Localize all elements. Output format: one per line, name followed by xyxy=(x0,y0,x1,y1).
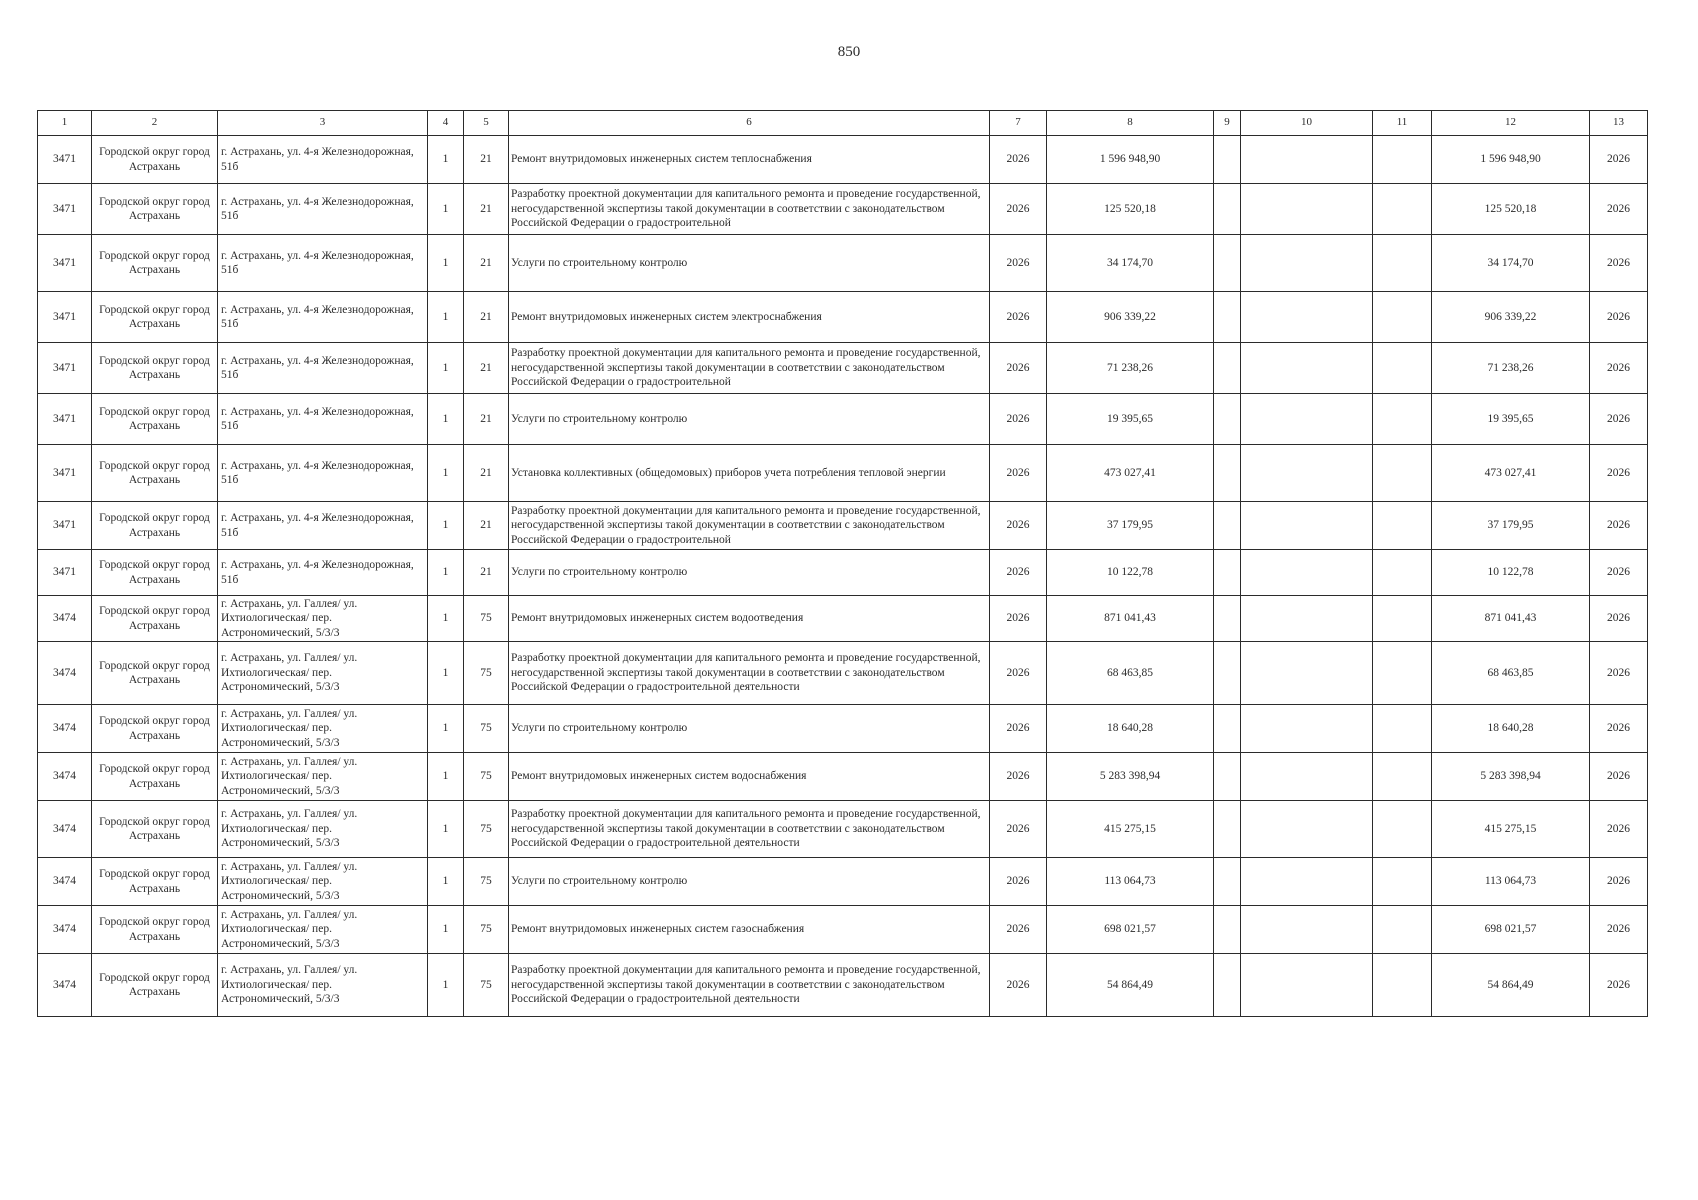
cell-col-4: 1 xyxy=(428,550,464,596)
cell-completion-year: 2026 xyxy=(1590,596,1648,642)
cell-object-id: 3471 xyxy=(38,343,92,394)
cell-col-9 xyxy=(1214,292,1241,343)
cell-work-type xyxy=(509,596,990,642)
cell-cost: 5 283 398,94 xyxy=(1047,753,1214,801)
cell-fund-amount: 906 339,22 xyxy=(1432,292,1590,343)
table-row xyxy=(38,235,1648,292)
cell-address-text: г. Астрахань, ул. Галлея/ ул. Ихтиологическая/ пер. Астрономический, 5/3/3 xyxy=(221,597,358,639)
cell-municipality: Городской округ город Астрахань xyxy=(92,292,218,343)
cell-work-type xyxy=(509,343,990,394)
cell-completion-year: 2026 xyxy=(1590,394,1648,445)
table-row xyxy=(38,502,1648,550)
cell-fund-amount: 68 463,85 xyxy=(1432,642,1590,705)
cell-col-10 xyxy=(1241,292,1373,343)
cell-cost: 113 064,73 xyxy=(1047,858,1214,906)
cell-year: 2026 xyxy=(990,292,1047,343)
cell-col-11 xyxy=(1373,445,1432,502)
cell-address-text: г. Астрахань, ул. 4-я Железнодорожная, 51б xyxy=(221,512,414,539)
cell-col-10 xyxy=(1241,801,1373,858)
cell-address xyxy=(218,906,428,954)
cell-completion-year: 2026 xyxy=(1590,801,1648,858)
cell-address xyxy=(218,753,428,801)
cell-completion-year: 2026 xyxy=(1590,235,1648,292)
cell-col-10 xyxy=(1241,235,1373,292)
cell-col-9 xyxy=(1214,705,1241,753)
cell-address-text: г. Астрахань, ул. 4-я Железнодорожная, 51б xyxy=(221,146,414,173)
cell-fund-amount: 871 041,43 xyxy=(1432,596,1590,642)
table-row xyxy=(38,906,1648,954)
cell-work-type xyxy=(509,858,990,906)
cell-col-9 xyxy=(1214,858,1241,906)
cell-col-4: 1 xyxy=(428,502,464,550)
cell-fund-amount: 113 064,73 xyxy=(1432,858,1590,906)
cell-col-10 xyxy=(1241,858,1373,906)
cell-address xyxy=(218,596,428,642)
cell-address xyxy=(218,954,428,1017)
cell-municipality: Городской округ город Астрахань xyxy=(92,445,218,502)
table-row xyxy=(38,136,1648,184)
cell-address xyxy=(218,858,428,906)
cell-work-type-text: Разработку проектной документации для капитального ремонта и проведение государственной, негосударственной экспертизы такой документации в соответствии с законодательством Российской Федерации о градостроительной деятельности xyxy=(511,808,981,850)
column-header: 10 xyxy=(1241,111,1373,136)
cell-cost: 125 520,18 xyxy=(1047,184,1214,235)
cell-completion-year: 2026 xyxy=(1590,136,1648,184)
cell-address-text: г. Астрахань, ул. 4-я Железнодорожная, 51б xyxy=(221,354,414,381)
cell-municipality: Городской округ город Астрахань xyxy=(92,550,218,596)
cell-fund-amount: 1 596 948,90 xyxy=(1432,136,1590,184)
cell-object-id: 3474 xyxy=(38,596,92,642)
cell-col-9 xyxy=(1214,954,1241,1017)
cell-col-4: 1 xyxy=(428,801,464,858)
cell-year: 2026 xyxy=(990,753,1047,801)
cell-object-id: 3471 xyxy=(38,235,92,292)
cell-address xyxy=(218,642,428,705)
cell-col-11 xyxy=(1373,954,1432,1017)
cell-year: 2026 xyxy=(990,343,1047,394)
cell-cost: 1 596 948,90 xyxy=(1047,136,1214,184)
table-row xyxy=(38,801,1648,858)
cell-col-11 xyxy=(1373,502,1432,550)
cell-col-10 xyxy=(1241,705,1373,753)
cell-object-id: 3474 xyxy=(38,858,92,906)
cell-municipality: Городской округ город Астрахань xyxy=(92,954,218,1017)
cell-cost: 18 640,28 xyxy=(1047,705,1214,753)
cell-completion-year: 2026 xyxy=(1590,292,1648,343)
table-row xyxy=(38,292,1648,343)
cell-col-4: 1 xyxy=(428,343,464,394)
cell-col-4: 1 xyxy=(428,906,464,954)
cell-col-4: 1 xyxy=(428,753,464,801)
cell-address-text: г. Астрахань, ул. Галлея/ ул. Ихтиологическая/ пер. Астрономический, 5/3/3 xyxy=(221,908,358,950)
cell-completion-year: 2026 xyxy=(1590,502,1648,550)
cell-object-id: 3474 xyxy=(38,705,92,753)
column-header: 5 xyxy=(464,111,509,136)
cell-work-type xyxy=(509,705,990,753)
cell-object-id: 3474 xyxy=(38,642,92,705)
cell-municipality: Городской округ город Астрахань xyxy=(92,235,218,292)
cell-col-5: 75 xyxy=(464,642,509,705)
cell-completion-year: 2026 xyxy=(1590,954,1648,1017)
column-header: 11 xyxy=(1373,111,1432,136)
cell-col-9 xyxy=(1214,394,1241,445)
cell-fund-amount: 698 021,57 xyxy=(1432,906,1590,954)
cell-object-id: 3471 xyxy=(38,292,92,343)
cell-work-type-text: Разработку проектной документации для капитального ремонта и проведение государственной, негосударственной экспертизы такой документации в соответствии с законодательством Российской Федерации о градостроительной деятельности xyxy=(511,964,981,1006)
cell-col-10 xyxy=(1241,642,1373,705)
cell-col-10 xyxy=(1241,445,1373,502)
cell-col-10 xyxy=(1241,753,1373,801)
cell-col-11 xyxy=(1373,906,1432,954)
cell-col-5: 21 xyxy=(464,136,509,184)
cell-col-11 xyxy=(1373,550,1432,596)
cell-year: 2026 xyxy=(990,954,1047,1017)
cell-work-type-text: Разработку проектной документации для капитального ремонта и проведение государственной, негосударственной экспертизы такой документации в соответствии с законодательством Российской Федерации о градостроительной xyxy=(511,347,981,389)
cell-col-4: 1 xyxy=(428,292,464,343)
cell-work-type xyxy=(509,445,990,502)
cell-work-type xyxy=(509,235,990,292)
cell-fund-amount: 473 027,41 xyxy=(1432,445,1590,502)
column-header: 6 xyxy=(509,111,990,136)
cell-work-type-text: Услуги по строительному контролю xyxy=(511,566,688,579)
cell-address xyxy=(218,801,428,858)
cell-address xyxy=(218,394,428,445)
cell-cost: 871 041,43 xyxy=(1047,596,1214,642)
cell-year: 2026 xyxy=(990,642,1047,705)
cell-col-11 xyxy=(1373,858,1432,906)
cell-col-4: 1 xyxy=(428,596,464,642)
cell-municipality: Городской округ город Астрахань xyxy=(92,394,218,445)
cell-col-9 xyxy=(1214,502,1241,550)
cell-work-type xyxy=(509,801,990,858)
cell-address xyxy=(218,705,428,753)
cell-object-id: 3471 xyxy=(38,550,92,596)
cell-object-id: 3474 xyxy=(38,906,92,954)
cell-address-text: г. Астрахань, ул. Галлея/ ул. Ихтиологическая/ пер. Астрономический, 5/3/3 xyxy=(221,755,358,797)
cell-address-text: г. Астрахань, ул. Галлея/ ул. Ихтиологическая/ пер. Астрономический, 5/3/3 xyxy=(221,652,358,694)
cell-municipality: Городской округ город Астрахань xyxy=(92,596,218,642)
cell-col-9 xyxy=(1214,906,1241,954)
column-header: 3 xyxy=(218,111,428,136)
column-header: 12 xyxy=(1432,111,1590,136)
cell-address xyxy=(218,502,428,550)
cell-col-5: 21 xyxy=(464,184,509,235)
cell-address xyxy=(218,235,428,292)
cell-work-type-text: Разработку проектной документации для капитального ремонта и проведение государственной, негосударственной экспертизы такой документации в соответствии с законодательством Российской Федерации о градостроительной xyxy=(511,188,981,230)
cell-object-id: 3471 xyxy=(38,502,92,550)
cell-work-type xyxy=(509,906,990,954)
cell-object-id: 3471 xyxy=(38,136,92,184)
cell-cost: 473 027,41 xyxy=(1047,445,1214,502)
cell-col-11 xyxy=(1373,596,1432,642)
cell-col-10 xyxy=(1241,394,1373,445)
table-row xyxy=(38,445,1648,502)
cell-work-type xyxy=(509,184,990,235)
cell-work-type xyxy=(509,642,990,705)
cell-completion-year: 2026 xyxy=(1590,753,1648,801)
cell-address xyxy=(218,343,428,394)
table-row xyxy=(38,184,1648,235)
cell-col-9 xyxy=(1214,550,1241,596)
cell-address-text: г. Астрахань, ул. 4-я Железнодорожная, 51б xyxy=(221,303,414,330)
cell-year: 2026 xyxy=(990,705,1047,753)
cell-address-text: г. Астрахань, ул. 4-я Железнодорожная, 51б xyxy=(221,195,414,222)
cell-col-9 xyxy=(1214,235,1241,292)
cell-col-10 xyxy=(1241,343,1373,394)
cell-fund-amount: 37 179,95 xyxy=(1432,502,1590,550)
column-header: 13 xyxy=(1590,111,1648,136)
table-row xyxy=(38,596,1648,642)
table-row xyxy=(38,705,1648,753)
cell-col-4: 1 xyxy=(428,954,464,1017)
cell-address-text: г. Астрахань, ул. 4-я Железнодорожная, 51б xyxy=(221,459,414,486)
cell-municipality: Городской округ город Астрахань xyxy=(92,642,218,705)
cell-fund-amount: 34 174,70 xyxy=(1432,235,1590,292)
cell-col-11 xyxy=(1373,136,1432,184)
cell-address-text: г. Астрахань, ул. Галлея/ ул. Ихтиологическая/ пер. Астрономический, 5/3/3 xyxy=(221,707,358,749)
cell-cost: 10 122,78 xyxy=(1047,550,1214,596)
cell-object-id: 3474 xyxy=(38,801,92,858)
cell-municipality: Городской округ город Астрахань xyxy=(92,705,218,753)
cell-col-9 xyxy=(1214,445,1241,502)
cell-col-4: 1 xyxy=(428,705,464,753)
table-row xyxy=(38,753,1648,801)
table-row xyxy=(38,858,1648,906)
cell-col-5: 21 xyxy=(464,235,509,292)
column-header: 4 xyxy=(428,111,464,136)
cell-year: 2026 xyxy=(990,235,1047,292)
cell-col-9 xyxy=(1214,753,1241,801)
cell-address xyxy=(218,136,428,184)
cell-cost: 34 174,70 xyxy=(1047,235,1214,292)
cell-work-type xyxy=(509,954,990,1017)
cell-col-4: 1 xyxy=(428,394,464,445)
cell-col-10 xyxy=(1241,906,1373,954)
cell-fund-amount: 10 122,78 xyxy=(1432,550,1590,596)
cell-col-9 xyxy=(1214,184,1241,235)
cell-cost: 54 864,49 xyxy=(1047,954,1214,1017)
cell-col-4: 1 xyxy=(428,235,464,292)
cell-municipality: Городской округ город Астрахань xyxy=(92,906,218,954)
register-table xyxy=(37,110,1648,1017)
cell-work-type xyxy=(509,753,990,801)
cell-col-10 xyxy=(1241,136,1373,184)
cell-work-type-text: Ремонт внутридомовых инженерных систем водоотведения xyxy=(511,612,804,625)
cell-col-11 xyxy=(1373,801,1432,858)
cell-fund-amount: 5 283 398,94 xyxy=(1432,753,1590,801)
cell-year: 2026 xyxy=(990,801,1047,858)
cell-work-type xyxy=(509,136,990,184)
cell-work-type-text: Услуги по строительному контролю xyxy=(511,412,688,425)
cell-work-type-text: Услуги по строительному контролю xyxy=(511,256,688,269)
cell-cost: 415 275,15 xyxy=(1047,801,1214,858)
cell-col-5: 75 xyxy=(464,906,509,954)
cell-col-9 xyxy=(1214,343,1241,394)
table-row xyxy=(38,550,1648,596)
cell-year: 2026 xyxy=(990,906,1047,954)
cell-col-5: 21 xyxy=(464,445,509,502)
cell-year: 2026 xyxy=(990,596,1047,642)
cell-col-5: 21 xyxy=(464,502,509,550)
cell-work-type-text: Установка коллективных (общедомовых) приборов учета потребления тепловой энергии xyxy=(511,466,946,479)
cell-address-text: г. Астрахань, ул. Галлея/ ул. Ихтиологическая/ пер. Астрономический, 5/3/3 xyxy=(221,808,358,850)
cell-fund-amount: 125 520,18 xyxy=(1432,184,1590,235)
cell-col-11 xyxy=(1373,753,1432,801)
cell-completion-year: 2026 xyxy=(1590,184,1648,235)
cell-completion-year: 2026 xyxy=(1590,705,1648,753)
cell-work-type-text: Разработку проектной документации для капитального ремонта и проведение государственной, негосударственной экспертизы такой документации в соответствии с законодательством Российской Федерации о градостроительной xyxy=(511,504,981,546)
cell-municipality: Городской округ город Астрахань xyxy=(92,184,218,235)
column-header: 8 xyxy=(1047,111,1214,136)
cell-fund-amount: 18 640,28 xyxy=(1432,705,1590,753)
cell-address-text: г. Астрахань, ул. 4-я Железнодорожная, 51б xyxy=(221,249,414,276)
cell-completion-year: 2026 xyxy=(1590,550,1648,596)
cell-work-type-text: Услуги по строительному контролю xyxy=(511,722,688,735)
cell-object-id: 3471 xyxy=(38,394,92,445)
table-row xyxy=(38,954,1648,1017)
cell-col-11 xyxy=(1373,235,1432,292)
column-header: 9 xyxy=(1214,111,1241,136)
cell-completion-year: 2026 xyxy=(1590,858,1648,906)
cell-year: 2026 xyxy=(990,394,1047,445)
cell-col-4: 1 xyxy=(428,858,464,906)
cell-address xyxy=(218,550,428,596)
cell-object-id: 3471 xyxy=(38,445,92,502)
cell-municipality: Городской округ город Астрахань xyxy=(92,753,218,801)
cell-address-text: г. Астрахань, ул. Галлея/ ул. Ихтиологическая/ пер. Астрономический, 5/3/3 xyxy=(221,860,358,902)
column-header: 1 xyxy=(38,111,92,136)
cell-col-9 xyxy=(1214,596,1241,642)
table-row xyxy=(38,394,1648,445)
cell-col-11 xyxy=(1373,394,1432,445)
cell-fund-amount: 71 238,26 xyxy=(1432,343,1590,394)
cell-work-type-text: Ремонт внутридомовых инженерных систем газоснабжения xyxy=(511,923,805,936)
cell-cost: 37 179,95 xyxy=(1047,502,1214,550)
cell-work-type-text: Ремонт внутридомовых инженерных систем электроснабжения xyxy=(511,310,822,323)
cell-col-10 xyxy=(1241,184,1373,235)
cell-col-5: 75 xyxy=(464,753,509,801)
cell-work-type-text: Разработку проектной документации для капитального ремонта и проведение государственной, негосударственной экспертизы такой документации в соответствии с законодательством Российской Федерации о градостроительной деятельности xyxy=(511,652,981,694)
cell-col-5: 21 xyxy=(464,394,509,445)
cell-address xyxy=(218,292,428,343)
table-row xyxy=(38,343,1648,394)
cell-col-10 xyxy=(1241,596,1373,642)
cell-col-4: 1 xyxy=(428,445,464,502)
cell-col-9 xyxy=(1214,136,1241,184)
cell-year: 2026 xyxy=(990,445,1047,502)
page-number: 850 xyxy=(837,44,861,60)
cell-col-5: 21 xyxy=(464,292,509,343)
cell-work-type-text: Ремонт внутридомовых инженерных систем теплоснабжения xyxy=(511,153,812,166)
cell-col-9 xyxy=(1214,642,1241,705)
cell-fund-amount: 54 864,49 xyxy=(1432,954,1590,1017)
cell-object-id: 3474 xyxy=(38,954,92,1017)
table-row xyxy=(38,642,1648,705)
cell-year: 2026 xyxy=(990,502,1047,550)
cell-cost: 906 339,22 xyxy=(1047,292,1214,343)
cell-address-text: г. Астрахань, ул. 4-я Железнодорожная, 51б xyxy=(221,559,414,586)
cell-cost: 71 238,26 xyxy=(1047,343,1214,394)
cell-municipality: Городской округ город Астрахань xyxy=(92,858,218,906)
header-row xyxy=(38,111,1648,136)
column-header: 2 xyxy=(92,111,218,136)
cell-col-5: 75 xyxy=(464,858,509,906)
cell-cost: 698 021,57 xyxy=(1047,906,1214,954)
cell-col-5: 75 xyxy=(464,705,509,753)
cell-municipality: Городской округ город Астрахань xyxy=(92,343,218,394)
cell-work-type xyxy=(509,292,990,343)
cell-year: 2026 xyxy=(990,184,1047,235)
cell-col-5: 21 xyxy=(464,343,509,394)
cell-col-4: 1 xyxy=(428,642,464,705)
cell-col-10 xyxy=(1241,954,1373,1017)
cell-col-9 xyxy=(1214,801,1241,858)
cell-col-5: 75 xyxy=(464,801,509,858)
cell-address xyxy=(218,445,428,502)
cell-municipality: Городской округ город Астрахань xyxy=(92,502,218,550)
cell-col-5: 75 xyxy=(464,954,509,1017)
column-header: 7 xyxy=(990,111,1047,136)
cell-completion-year: 2026 xyxy=(1590,445,1648,502)
cell-col-10 xyxy=(1241,502,1373,550)
cell-municipality: Городской округ город Астрахань xyxy=(92,136,218,184)
cell-work-type-text: Услуги по строительному контролю xyxy=(511,875,688,888)
cell-year: 2026 xyxy=(990,136,1047,184)
cell-work-type-text: Ремонт внутридомовых инженерных систем водоснабжения xyxy=(511,770,807,783)
cell-col-5: 75 xyxy=(464,596,509,642)
cell-address-text: г. Астрахань, ул. 4-я Железнодорожная, 51б xyxy=(221,405,414,432)
cell-col-11 xyxy=(1373,705,1432,753)
cell-work-type xyxy=(509,394,990,445)
cell-work-type xyxy=(509,502,990,550)
cell-col-11 xyxy=(1373,292,1432,343)
cell-year: 2026 xyxy=(990,550,1047,596)
cell-cost: 68 463,85 xyxy=(1047,642,1214,705)
cell-col-11 xyxy=(1373,184,1432,235)
cell-cost: 19 395,65 xyxy=(1047,394,1214,445)
cell-object-id: 3474 xyxy=(38,753,92,801)
cell-work-type xyxy=(509,550,990,596)
cell-year: 2026 xyxy=(990,858,1047,906)
cell-completion-year: 2026 xyxy=(1590,906,1648,954)
cell-fund-amount: 415 275,15 xyxy=(1432,801,1590,858)
cell-address xyxy=(218,184,428,235)
cell-col-11 xyxy=(1373,343,1432,394)
cell-object-id: 3471 xyxy=(38,184,92,235)
cell-col-11 xyxy=(1373,642,1432,705)
cell-fund-amount: 19 395,65 xyxy=(1432,394,1590,445)
cell-address-text: г. Астрахань, ул. Галлея/ ул. Ихтиологическая/ пер. Астрономический, 5/3/3 xyxy=(221,964,358,1006)
cell-completion-year: 2026 xyxy=(1590,642,1648,705)
cell-col-4: 1 xyxy=(428,136,464,184)
cell-completion-year: 2026 xyxy=(1590,343,1648,394)
cell-col-4: 1 xyxy=(428,184,464,235)
cell-col-10 xyxy=(1241,550,1373,596)
cell-municipality: Городской округ город Астрахань xyxy=(92,801,218,858)
cell-col-5: 21 xyxy=(464,550,509,596)
